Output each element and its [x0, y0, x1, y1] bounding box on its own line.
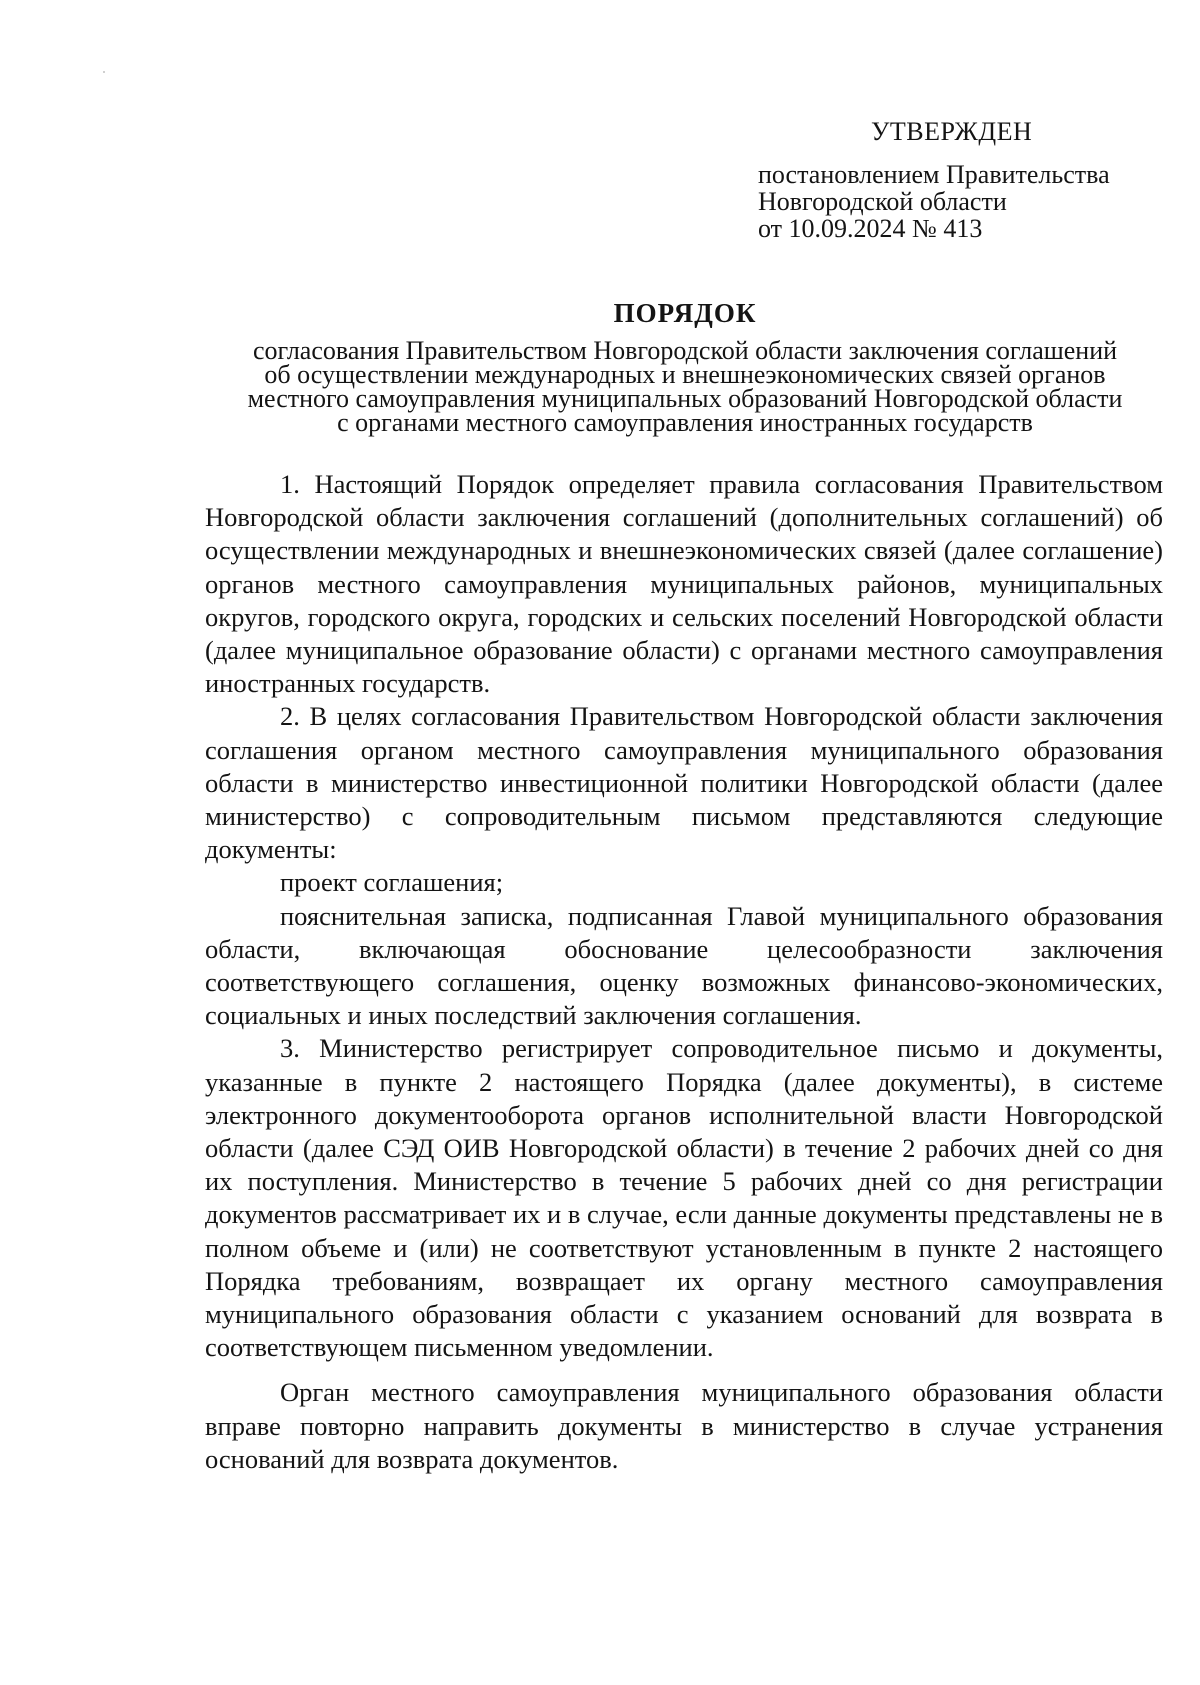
document-body	[205, 468, 1163, 1476]
paragraph-3: 3. Министерство регистрирует сопроводительное письмо и документы, указанные в пункте 2 настоящего Порядка (далее документы), в системе электронного документооборота органов исполнительной власти Новгородской области (далее СЭД ОИВ Новгородской области) в течение 2 рабочих дней со дня их поступления. Министерство в течение 5 рабочих дней со дня регистрации документов рассматривает их и в случае, если данные документы представлены не в полном объеме и (или) не соответствуют установленным в пункте 2 настоящего Порядка требованиям, возвращает их органу местного самоуправления муниципального образования области с указанием оснований для возврата в соответствующем письменном уведомлении.	[205, 1033, 1163, 1363]
scan-artifact	[103, 71, 105, 73]
approval-stamp-block	[758, 117, 1158, 242]
document-subtitle-line: об осуществлении международных и внешнеэкономических связей органов	[264, 360, 1106, 389]
paragraph-1: 1. Настоящий Порядок определяет правила согласования Правительством Новгородской области заключения соглашений (дополнительных соглашений) об осуществлении международных и внешнеэкономических связей (далее соглашение) органов местного самоуправления муниципальных районов, муниципальных округов, городского округа, городских и сельских поселений Новгородской области (далее муниципальное образование области) с органами местного самоуправления иностранных государств.	[205, 469, 1163, 699]
approval-line-date-number: от 10.09.2024 № 413	[758, 214, 983, 243]
document-title-block	[200, 297, 1170, 435]
paragraph-2-item-explanatory-note: пояснительная записка, подписанная Главой муниципального образования области, включающая обоснование целесообразности заключения соответствующего соглашения, оценку возможных финансово-экономических, социальных и иных последствий заключения соглашения.	[205, 900, 1163, 1031]
paragraph-2-item-draft: проект соглашения;	[280, 867, 504, 898]
paragraph-4: Орган местного самоуправления муниципального образования области вправе повторно направить документы в министерство в случае устранения оснований для возврата документов.	[205, 1377, 1163, 1474]
paragraph-2: 2. В целях согласования Правительством Новгородской области заключения соглашения органом местного самоуправления муниципального образования области в министерство инвестиционной политики Новгородской области (далее министерство) с сопроводительным письмом представляются следующие документы:	[205, 701, 1163, 865]
approval-line-region: Новгородской области	[758, 187, 1007, 216]
document-subtitle-line: согласования Правительством Новгородской области заключения соглашений	[252, 336, 1118, 365]
document-subtitle-line: с органами местного самоуправления иностранных государств	[337, 408, 1033, 437]
approval-heading: УТВЕРЖДЕН	[871, 117, 1033, 146]
document-subtitle-line: местного самоуправления муниципальных образований Новгородской области	[247, 384, 1123, 413]
approval-line-decree: постановлением Правительства	[758, 160, 1110, 189]
document-title: ПОРЯДОК	[613, 298, 757, 328]
